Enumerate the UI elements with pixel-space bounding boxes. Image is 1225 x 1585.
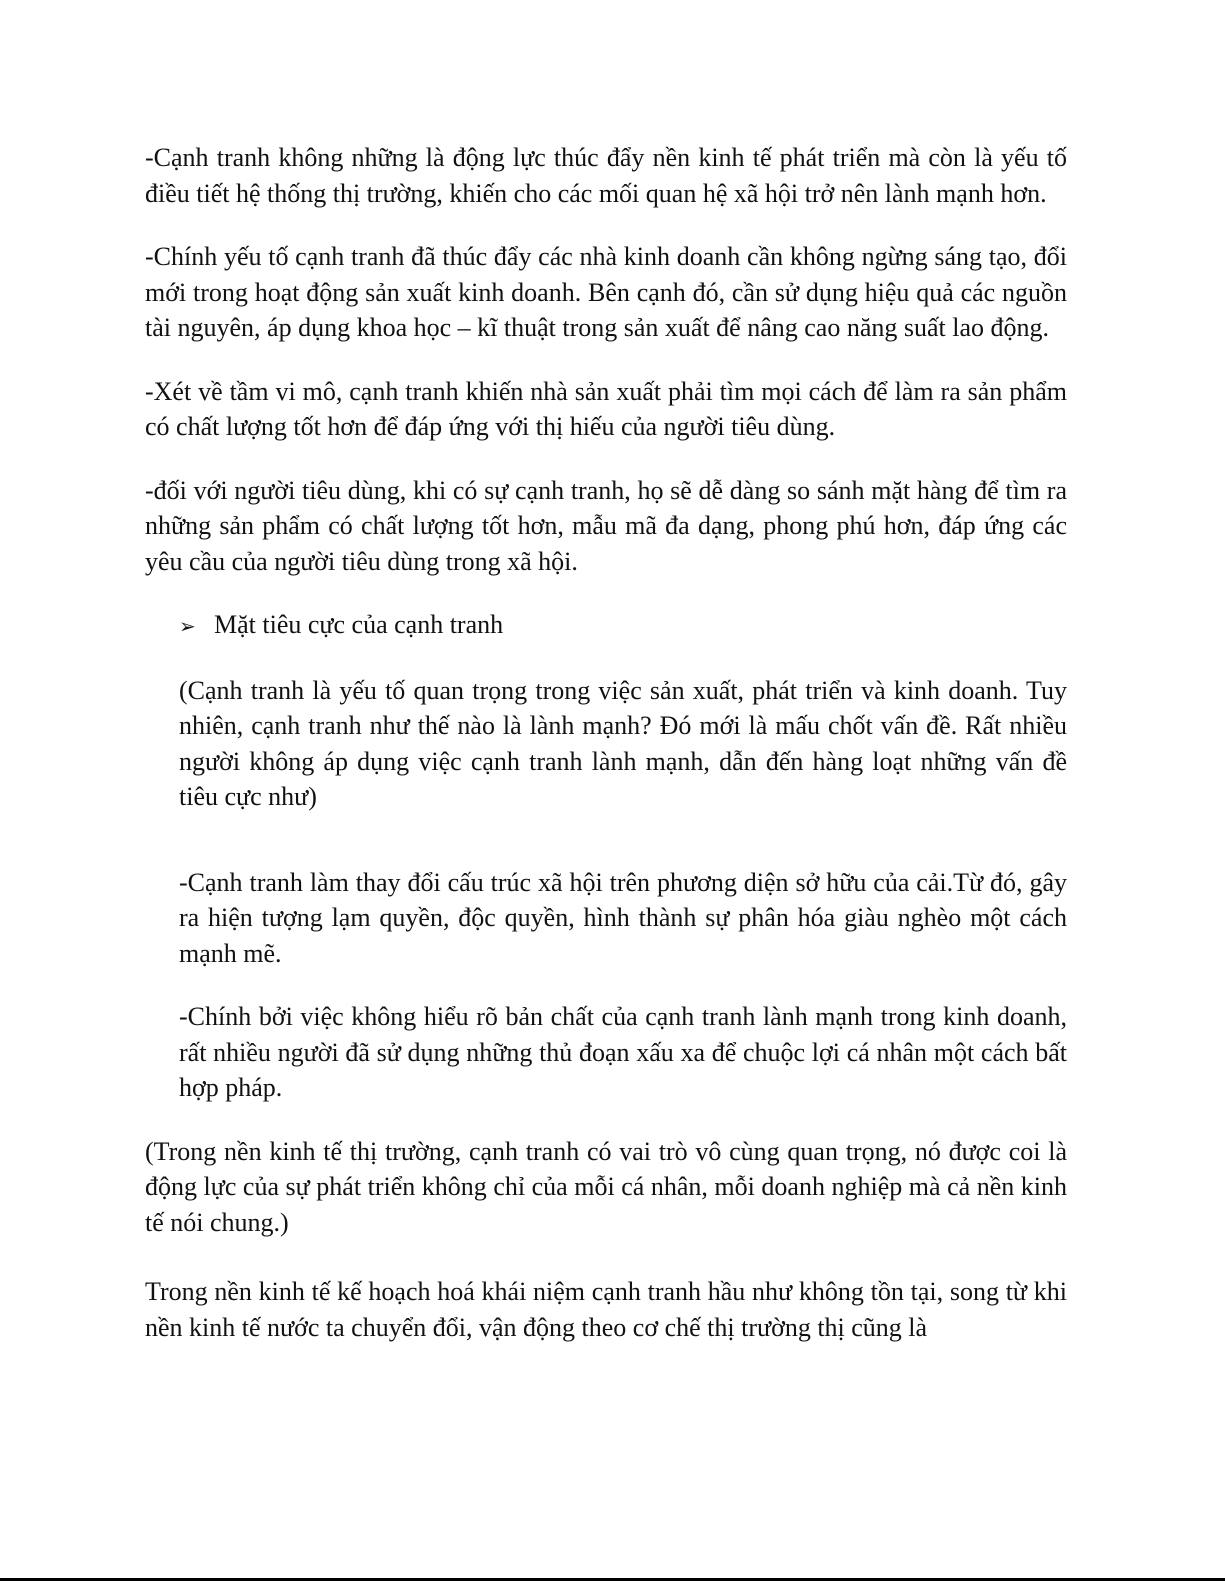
paragraph-social-structure: -Cạnh tranh làm thay đổi cấu trúc xã hội trên phương diện sở hữu của cải.Từ đó, gây ra hiện tượng lạm quyền, độc quyền, hình thành sự phân hóa giàu nghèo một cách mạnh mẽ. <box>179 867 1067 968</box>
bullet-heading-negative-aspects <box>179 607 1067 645</box>
bullet-heading-label: Mặt tiêu cực của cạnh tranh <box>214 610 504 639</box>
paragraph-planned-economy: Trong nền kinh tế kế hoạch hoá khái niệm cạnh tranh hầu như không tồn tại, song từ khi nền kinh tế nước ta chuyển đổi, vận động theo cơ chế thị trường thị cũng là <box>145 1277 1067 1342</box>
document-body <box>145 140 1067 1345</box>
paragraph-unfair-practices: -Chính bởi việc không hiểu rõ bản chất của cạnh tranh lành mạnh trong kinh doanh, rất nhiều người đã sử dụng những thủ đoạn xấu xa để chuộc lợi cá nhân một cách bất hợp pháp. <box>179 1002 1067 1102</box>
paragraph-micro-level: -Xét về tầm vi mô, cạnh tranh khiến nhà sản xuất phải tìm mọi cách để làm ra sản phẩm có chất lượng tốt hơn để đáp ứng với thị hiếu của người tiêu dùng. <box>145 376 1067 441</box>
paragraph-consumers: -đối với người tiêu dùng, khi có sự cạnh tranh, họ sẽ dễ dàng so sánh mặt hàng để tìm ra những sản phẩm có chất lượng tốt hơn, mẫu mã đa dạng, phong phú hơn, đáp ứng các yêu cầu của người tiêu dùng trong xã hội. <box>145 475 1067 576</box>
paragraph-market-economy-role: (Trong nền kinh tế thị trường, cạnh tranh có vai trò vô cùng quan trọng, nó được coi là động lực của sự phát triển không chỉ của mỗi cá nhân, mỗi doanh nghiệp mà cả nền kinh tế nói chung.) <box>145 1136 1067 1237</box>
paragraph-competition-driver: -Cạnh tranh không những là động lực thúc đẩy nền kinh tế phát triển mà còn là yếu tố điều tiết hệ thống thị trường, khiến cho các mối quan hệ xã hội trở nên lành mạnh hơn. <box>145 143 1067 208</box>
paragraph-innovation: -Chính yếu tố cạnh tranh đã thúc đẩy các nhà kinh doanh cần không ngừng sáng tạo, đổi mới trong hoạt động sản xuất kinh doanh. Bên cạnh đó, cần sử dụng hiệu quả các nguồn tài nguyên, áp dụng khoa học – kĩ thuật trong sản xuất để nâng cao năng suất lao động. <box>145 242 1067 342</box>
arrow-bullet-icon: ➢ <box>179 614 196 638</box>
page-bottom-border <box>0 1578 1225 1581</box>
paragraph-healthy-competition: (Cạnh tranh là yếu tố quan trọng trong việc sản xuất, phát triển và kinh doanh. Tuy nhiên, cạnh tranh như thế nào là lành mạnh? Đó mới là mấu chốt vấn đề. Rất nhiều người không áp dụng việc cạnh tranh lành mạnh, dẫn đến hàng loạt những vấn đề tiêu cực như) <box>179 675 1067 811</box>
